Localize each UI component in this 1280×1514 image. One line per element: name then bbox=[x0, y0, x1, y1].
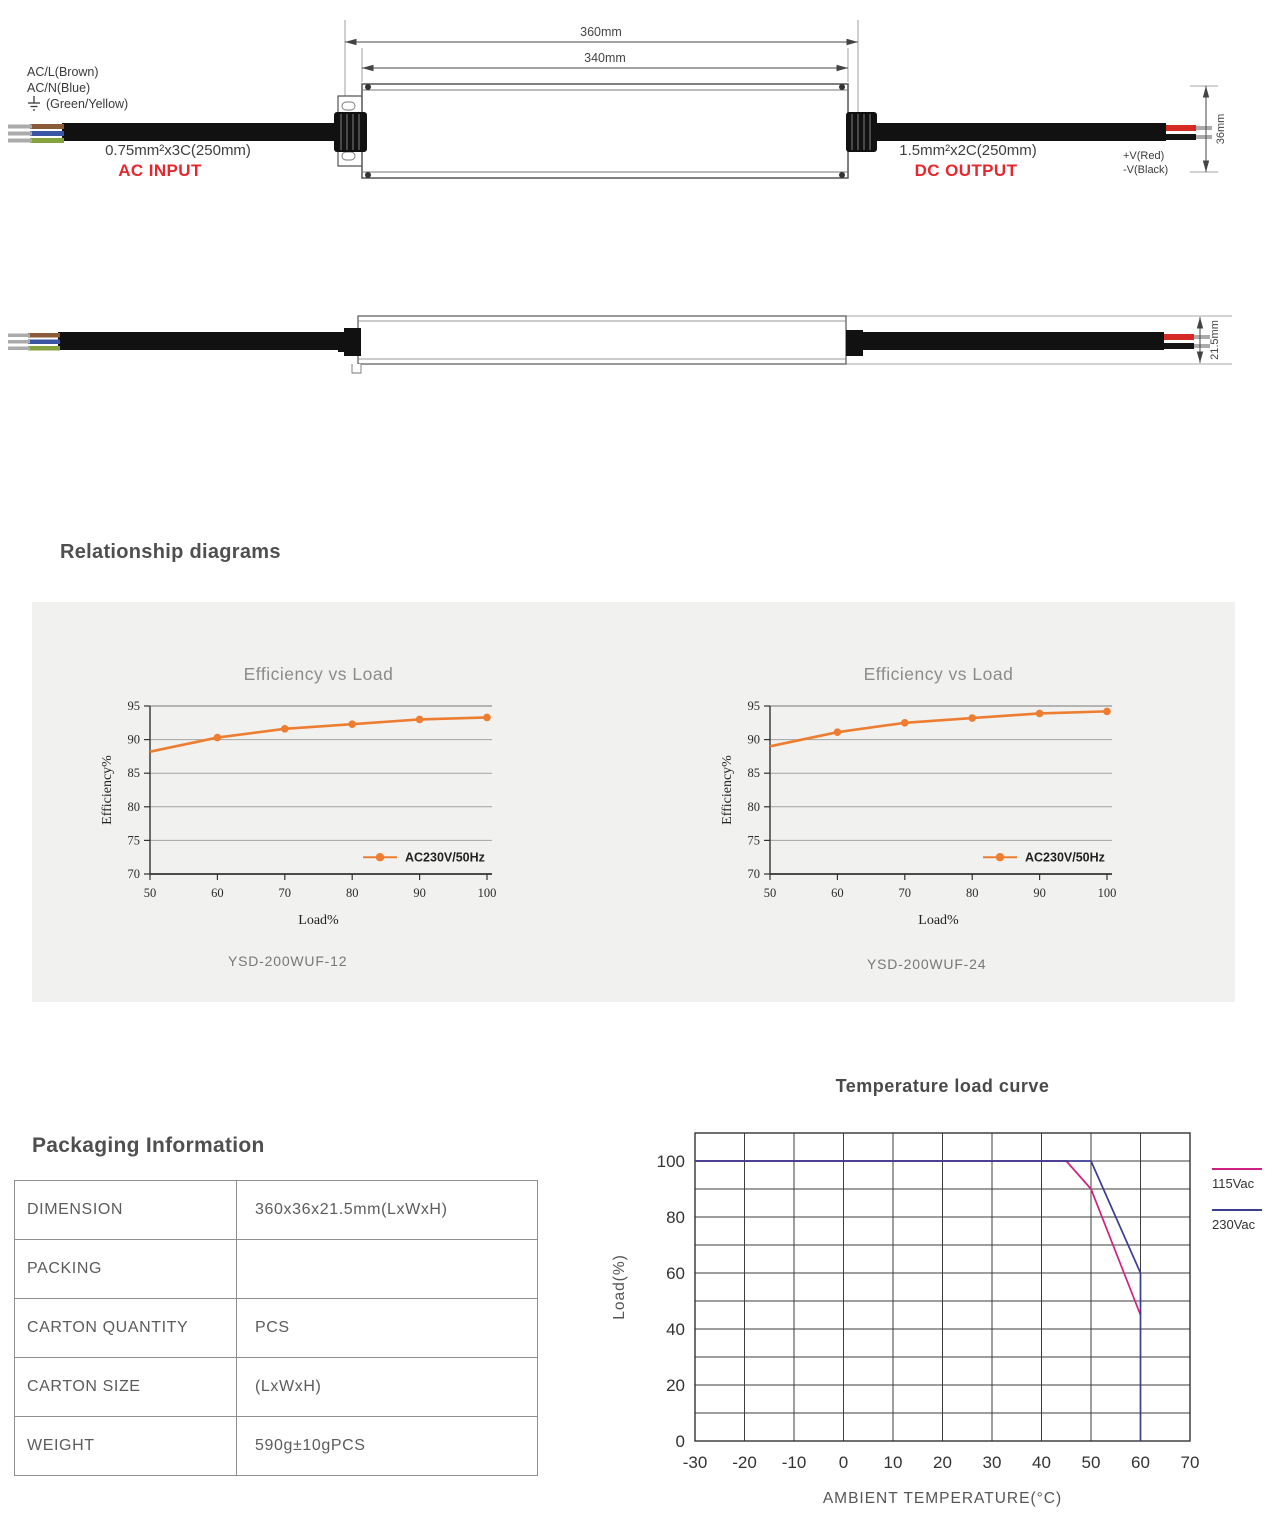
svg-text:75: 75 bbox=[747, 833, 760, 848]
psu-body-top bbox=[362, 84, 848, 178]
svg-text:100: 100 bbox=[656, 1152, 685, 1171]
wire-blue bbox=[30, 131, 64, 136]
svg-text:90: 90 bbox=[1033, 886, 1046, 900]
svg-text:Efficiency vs Load: Efficiency vs Load bbox=[243, 664, 394, 684]
svg-text:80: 80 bbox=[127, 799, 140, 814]
label-v-minus: -V(Black) bbox=[1123, 164, 1169, 176]
gland-left-side bbox=[344, 328, 361, 356]
cable-gland-left bbox=[334, 112, 367, 152]
svg-text:90: 90 bbox=[127, 732, 140, 747]
svg-text:Load(%): Load(%) bbox=[611, 1254, 628, 1320]
svg-text:0: 0 bbox=[675, 1432, 685, 1451]
ac-input-cable bbox=[8, 123, 336, 143]
row-value bbox=[237, 1240, 538, 1299]
label-dc-output: DC OUTPUT bbox=[914, 161, 1018, 180]
legend-label-230vac: 230Vac bbox=[1212, 1217, 1256, 1232]
packaging-table bbox=[14, 1180, 538, 1476]
dc-output-cable bbox=[874, 123, 1212, 141]
row-value: PCS bbox=[237, 1299, 538, 1358]
row-value: 590g±10gPCS bbox=[237, 1417, 538, 1476]
dim-36-label: 36mm bbox=[1215, 113, 1227, 145]
svg-text:40: 40 bbox=[1032, 1453, 1051, 1472]
bracket-tab-side bbox=[352, 364, 361, 373]
wire-green-yellow bbox=[30, 138, 64, 143]
label-input-spec: 0.75mm²x3C(250mm) bbox=[105, 142, 251, 159]
svg-text:Load%: Load% bbox=[298, 913, 339, 928]
psu-side-view bbox=[8, 316, 1232, 373]
svg-text:Efficiency vs Load: Efficiency vs Load bbox=[863, 664, 1014, 684]
label-output-spec: 1.5mm²x2C(250mm) bbox=[899, 142, 1037, 159]
svg-text:Efficiency%: Efficiency% bbox=[100, 755, 115, 825]
svg-text:80: 80 bbox=[345, 886, 359, 900]
legend-115vac bbox=[1212, 1168, 1280, 1193]
dim-360-label: 360mm bbox=[580, 25, 622, 39]
row-value: (LxWxH) bbox=[237, 1358, 538, 1417]
svg-text:40: 40 bbox=[666, 1320, 685, 1339]
chart-caption-24: YSD-200WUF-24 bbox=[867, 956, 987, 972]
row-label: WEIGHT bbox=[15, 1417, 237, 1476]
psu-body-side bbox=[358, 316, 846, 364]
dimension-21-5mm bbox=[1200, 317, 1221, 363]
svg-text:80: 80 bbox=[747, 799, 760, 814]
svg-text:70: 70 bbox=[127, 867, 140, 881]
svg-text:0: 0 bbox=[838, 1453, 849, 1472]
svg-text:-10: -10 bbox=[781, 1453, 807, 1472]
gland-right-side bbox=[846, 330, 863, 356]
dim-21-5-label: 21.5mm bbox=[1209, 320, 1221, 360]
svg-text:30: 30 bbox=[982, 1453, 1002, 1472]
svg-text:100: 100 bbox=[1097, 886, 1117, 900]
ac-cable-side bbox=[8, 332, 346, 351]
svg-text:70: 70 bbox=[1180, 1453, 1200, 1472]
wire-black bbox=[1166, 134, 1196, 140]
svg-text:10: 10 bbox=[883, 1453, 903, 1472]
table-row bbox=[15, 1358, 538, 1417]
temperature-chart bbox=[600, 1098, 1280, 1514]
label-ground: (Green/Yellow) bbox=[46, 97, 129, 111]
packaging-heading: Packaging Information bbox=[32, 1134, 265, 1157]
svg-text:70: 70 bbox=[898, 886, 912, 900]
dc-cable-side bbox=[862, 332, 1210, 350]
label-ac-l: AC/L(Brown) bbox=[27, 65, 99, 79]
svg-text:AMBIENT TEMPERATURE(°C): AMBIENT TEMPERATURE(°C) bbox=[822, 1490, 1063, 1507]
svg-text:100: 100 bbox=[477, 886, 497, 900]
relationship-heading: Relationship diagrams bbox=[60, 541, 281, 563]
efficiency-chart-ysd-200wuf-12 bbox=[95, 652, 615, 937]
mechanical-drawing bbox=[0, 0, 1280, 460]
dim-340-label: 340mm bbox=[584, 51, 626, 65]
svg-text:20: 20 bbox=[933, 1453, 952, 1472]
svg-text:60: 60 bbox=[666, 1264, 685, 1283]
svg-text:60: 60 bbox=[831, 886, 844, 900]
svg-text:95: 95 bbox=[747, 699, 760, 713]
svg-text:50: 50 bbox=[1081, 1453, 1101, 1472]
svg-text:Efficiency%: Efficiency% bbox=[720, 755, 735, 825]
legend-230vac bbox=[1212, 1209, 1280, 1234]
table-row bbox=[15, 1240, 538, 1299]
legend-swatch-115vac bbox=[1212, 1168, 1262, 1170]
legend-swatch-230vac bbox=[1212, 1209, 1262, 1211]
label-ac-input: AC INPUT bbox=[118, 161, 202, 180]
efficiency-chart-ysd-200wuf-24 bbox=[715, 652, 1235, 937]
svg-text:Load%: Load% bbox=[918, 913, 959, 928]
wire-red bbox=[1166, 125, 1196, 131]
temperature-chart-title: Temperature load curve bbox=[835, 1076, 1050, 1096]
svg-text:AC230V/50Hz: AC230V/50Hz bbox=[1025, 850, 1105, 865]
table-row bbox=[15, 1299, 538, 1358]
svg-text:AC230V/50Hz: AC230V/50Hz bbox=[405, 850, 485, 865]
svg-text:60: 60 bbox=[211, 886, 224, 900]
svg-text:70: 70 bbox=[278, 886, 292, 900]
chart-caption-12: YSD-200WUF-12 bbox=[228, 953, 348, 969]
row-label: PACKING bbox=[15, 1240, 237, 1299]
table-row bbox=[15, 1417, 538, 1476]
svg-text:90: 90 bbox=[747, 732, 760, 747]
label-ac-n: AC/N(Blue) bbox=[27, 81, 91, 95]
svg-text:75: 75 bbox=[127, 833, 140, 848]
label-v-plus: +V(Red) bbox=[1123, 150, 1165, 162]
temperature-legend bbox=[1212, 1168, 1280, 1250]
svg-text:60: 60 bbox=[1131, 1453, 1150, 1472]
svg-text:20: 20 bbox=[666, 1376, 685, 1395]
wire-brown bbox=[30, 124, 64, 129]
legend-label-115vac: 115Vac bbox=[1212, 1176, 1255, 1191]
svg-text:50: 50 bbox=[763, 886, 777, 900]
svg-text:80: 80 bbox=[965, 886, 979, 900]
dimension-340mm bbox=[362, 51, 848, 68]
svg-text:70: 70 bbox=[747, 867, 760, 881]
svg-text:85: 85 bbox=[127, 766, 140, 781]
cable-gland-right bbox=[846, 112, 877, 152]
row-value: 360x36x21.5mm(LxWxH) bbox=[237, 1181, 538, 1240]
row-label: CARTON QUANTITY bbox=[15, 1299, 237, 1358]
svg-text:85: 85 bbox=[747, 766, 760, 781]
svg-text:95: 95 bbox=[127, 699, 140, 713]
svg-text:-30: -30 bbox=[682, 1453, 708, 1472]
ground-icon bbox=[28, 96, 40, 110]
row-label: DIMENSION bbox=[15, 1181, 237, 1240]
row-label: CARTON SIZE bbox=[15, 1358, 237, 1417]
svg-text:80: 80 bbox=[666, 1208, 685, 1227]
svg-text:50: 50 bbox=[143, 886, 157, 900]
svg-text:90: 90 bbox=[413, 886, 426, 900]
table-row bbox=[15, 1181, 538, 1240]
dimension-360mm bbox=[345, 25, 858, 42]
svg-text:-20: -20 bbox=[732, 1453, 757, 1472]
